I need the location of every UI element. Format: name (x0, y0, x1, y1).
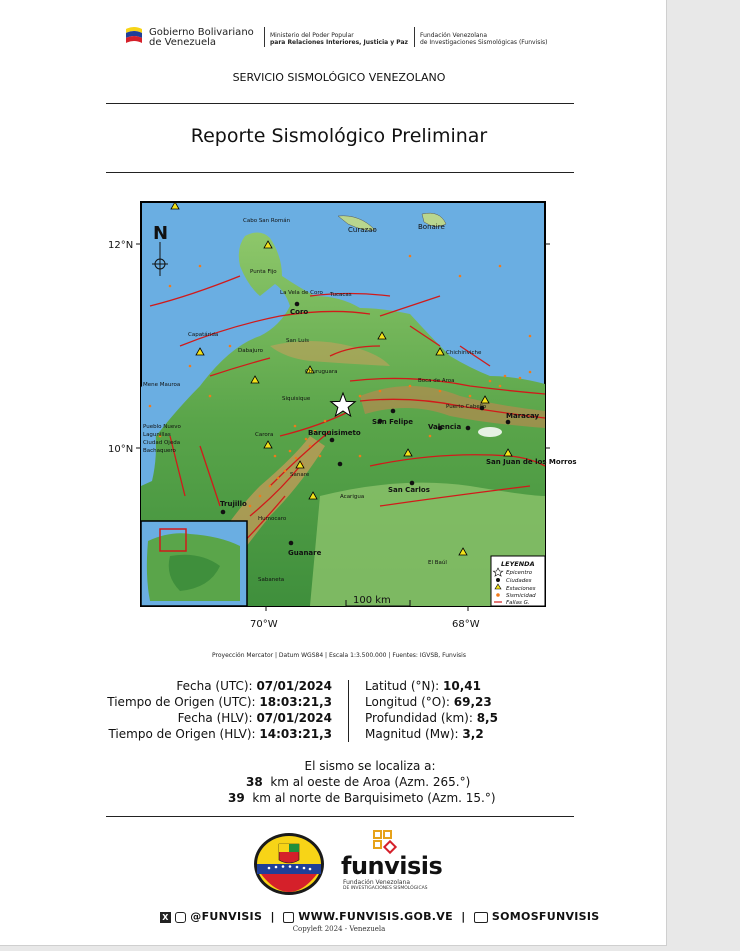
government-seal-icon (253, 832, 325, 896)
place-tucacas: Tucacas (330, 292, 352, 298)
profundidad-row (365, 710, 498, 726)
north-label: N (153, 223, 169, 244)
legend-city-icon (496, 578, 500, 582)
place-san-juan: San Juan de los Morros (486, 458, 577, 466)
fecha-hlv-row (100, 710, 332, 726)
location-ref-2 (228, 790, 496, 806)
ministry-line-2: para Relaciones Interiores, Justicia y Paz (270, 39, 409, 46)
funvisis-header-name (420, 32, 548, 46)
origen-utc-label: Tiempo de Origen (UTC): (107, 695, 256, 709)
place-pueblo-nuevo: Pueblo Nuevo (143, 424, 181, 430)
x-icon: X (160, 912, 171, 923)
place-san-felipe: San Felipe (372, 418, 413, 426)
origen-utc-row (100, 694, 332, 710)
origen-utc-value: 18:03:21,3 (259, 695, 332, 709)
place-barquisimeto: Barquisimeto (308, 429, 361, 437)
header-divider-1 (264, 27, 265, 47)
footer-separator-2: | (461, 910, 466, 923)
lon-label-68w: 68°W (452, 619, 480, 630)
origen-hlv-label: Tiempo de Origen (HLV): (108, 727, 256, 741)
copyright: Copyleft 2024 - Venezuela (292, 925, 386, 933)
title-rule-top (106, 103, 574, 104)
legend-faults: Fallas G. (506, 600, 530, 606)
report-left-column (100, 678, 332, 742)
place-sanare: Sanare (290, 472, 310, 478)
ref1-km: 38 (246, 775, 263, 789)
place-mene-mauroa: Mene Mauroa (143, 382, 181, 388)
magnitud-value: 3,2 (462, 727, 484, 741)
header-divider-2 (414, 27, 415, 47)
web-icon (283, 912, 294, 923)
place-siquisique: Siquisique (282, 396, 311, 402)
seismic-map (108, 196, 577, 636)
website-link[interactable]: WWW.FUNVISIS.GOB.VE (298, 910, 453, 923)
place-cabo-san-roman: Cabo San Román (243, 218, 291, 224)
map-caption: Proyección Mercator | Datum WGS84 | Escala 1:3.500.000 | Fuentes: IGVSB, Funvisis (212, 652, 466, 659)
latitud-row (365, 678, 498, 694)
place-churuguara: Churuguara (305, 369, 338, 375)
longitud-label: Longitud (°O): (365, 695, 450, 709)
funvisis-subtitle: Fundación Venezolana (343, 879, 411, 886)
place-trujillo: Trujillo (220, 500, 247, 508)
place-bonaire: Bonaire (418, 223, 445, 231)
place-capatarida: Capatárida (188, 332, 219, 338)
gov-line-1: Gobierno Bolivariano (149, 27, 254, 38)
place-valencia: Valencia (428, 423, 462, 431)
place-chichiriviche: Chichiriviche (446, 350, 482, 356)
ministry-line-1: Ministerio del Poder Popular (270, 32, 354, 39)
page-title: Reporte Sismológico Preliminar (190, 125, 488, 147)
place-punta-fijo: Punta Fijo (250, 269, 277, 275)
lat-label-10n: 10°N (108, 444, 134, 455)
ref2-text: km al norte de Barquisimeto (Azm. 15.°) (252, 791, 496, 805)
place-san-luis: San Luis (286, 338, 309, 344)
place-maracay: Maracay (506, 412, 540, 420)
place-bachaquero: Bachaquero (143, 448, 176, 454)
place-guanare: Guanare (288, 549, 322, 557)
longitud-value: 69,23 (453, 695, 492, 709)
social-handle[interactable]: @FUNVISIS (190, 910, 263, 923)
place-humocaro: Humocaro (258, 516, 287, 522)
place-acarigua: Acarigua (340, 494, 365, 500)
report-column-divider (348, 680, 349, 742)
legend-seismicity-icon (496, 593, 500, 597)
profundidad-value: 8,5 (476, 711, 498, 725)
place-sabaneta: Sabaneta (258, 577, 285, 583)
service-name: SERVICIO SISMOLÓGICO VENEZOLANO (232, 71, 446, 84)
latitud-value: 10,41 (443, 679, 481, 693)
place-boca-de-aroa: Boca de Aroa (418, 378, 455, 384)
map-legend (491, 556, 545, 606)
longitud-row (365, 694, 498, 710)
place-coro: Coro (290, 308, 309, 316)
place-puerto-cabello: Puerto Cabello (446, 404, 487, 410)
lon-label-70w: 70°W (250, 619, 278, 630)
place-ciudad-ojeda: Ciudad Ojeda (143, 440, 181, 446)
magnitud-label: Magnitud (Mw): (365, 727, 459, 741)
place-la-vela: La Vela de Coro (280, 290, 323, 296)
legend-title: LEYENDA (501, 560, 535, 568)
location-ref-1 (246, 774, 470, 790)
place-lagunillas: Lagunillas (143, 432, 171, 438)
location-intro: El sismo se localiza a: (304, 759, 436, 773)
instagram-icon (175, 912, 186, 923)
youtube-channel[interactable]: SOMOSFUNVISIS (491, 910, 600, 923)
legend-cities: Ciudades (506, 578, 532, 584)
map-lake-valencia (478, 427, 502, 437)
profundidad-label: Profundidad (km): (365, 711, 473, 725)
fecha-utc-value: 07/01/2024 (256, 679, 332, 693)
fecha-utc-label: Fecha (UTC): (176, 679, 253, 693)
footer-separator-1: | (270, 910, 275, 923)
lat-label-12n: 12°N (108, 240, 134, 251)
magnitud-row (365, 726, 498, 742)
report-right-column (365, 678, 498, 742)
legend-epicenter: Epicentro (506, 570, 533, 576)
scale-label: 100 km (353, 595, 391, 606)
footer-rule (106, 816, 574, 817)
youtube-icon (474, 912, 488, 923)
funvisis-subtitle-2: DE INVESTIGACIONES SISMOLÓGICAS (343, 886, 428, 891)
place-carora: Carora (255, 432, 274, 438)
social-bar (160, 910, 600, 923)
funv-line-2: de Investigaciones Sismológicas (Funvisis) (420, 39, 548, 46)
inset-map (141, 521, 247, 606)
ref1-text: km al oeste de Aroa (Azm. 265.°) (270, 775, 471, 789)
fecha-hlv-value: 07/01/2024 (256, 711, 332, 725)
gov-flag-icon (124, 25, 144, 47)
title-rule-bottom (106, 172, 574, 173)
place-dabajuro: Dabajuro (238, 348, 263, 354)
fecha-hlv-label: Fecha (HLV): (177, 711, 253, 725)
latitud-label: Latitud (°N): (365, 679, 440, 693)
place-san-carlos: San Carlos (388, 486, 430, 494)
place-curazao: Curazao (348, 226, 377, 234)
gov-line-2: de Venezuela (149, 37, 217, 48)
funv-line-1: Fundación Venezolana (420, 32, 488, 39)
origen-hlv-value: 14:03:21,3 (259, 727, 332, 741)
ref2-km: 39 (228, 791, 245, 805)
legend-stations: Estaciones (506, 586, 536, 592)
funvisis-wordmark: funvisis (341, 852, 443, 880)
legend-seismicity: Sismicidad (506, 593, 536, 599)
gov-name (149, 28, 254, 48)
fecha-utc-row (100, 678, 332, 694)
ministry-name (270, 32, 408, 46)
place-el-baul: El Baúl (428, 560, 447, 566)
origen-hlv-row (100, 726, 332, 742)
